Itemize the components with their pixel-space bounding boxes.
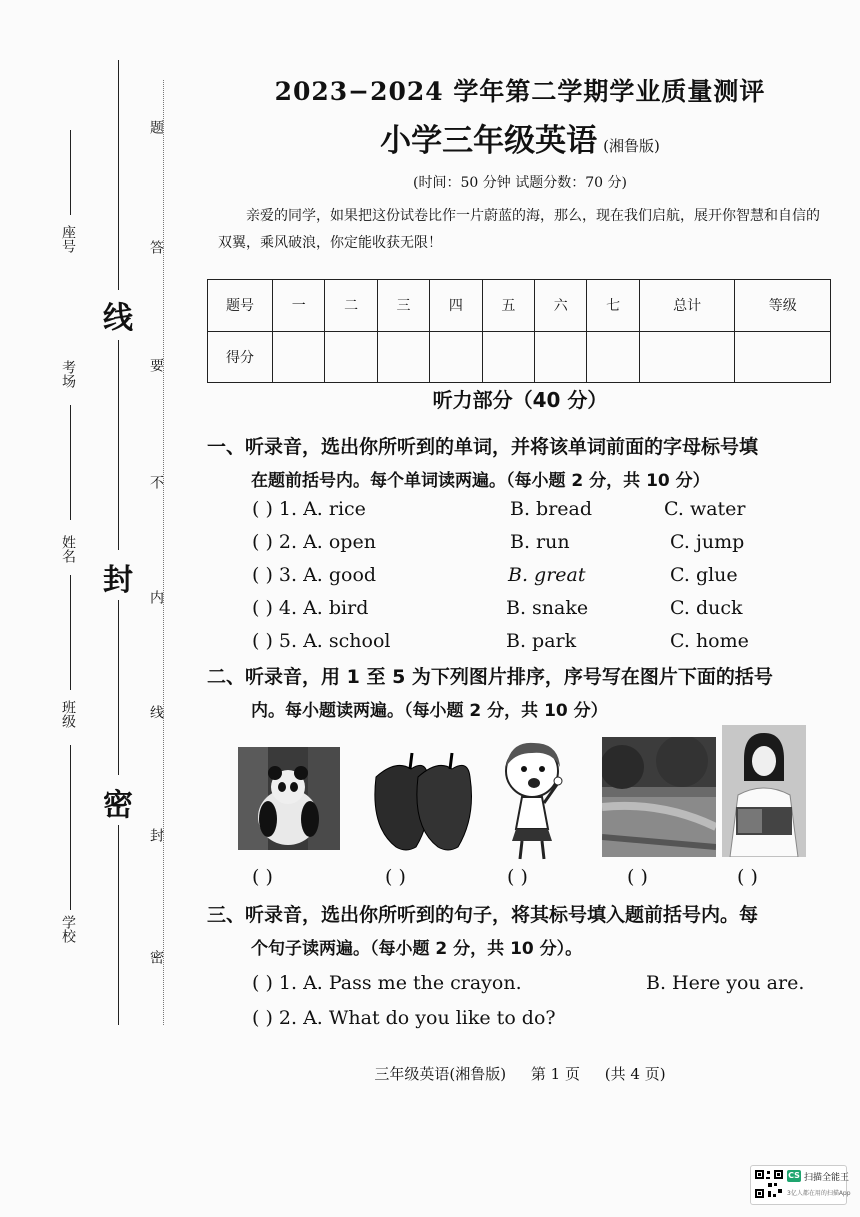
q1-instruction [207, 430, 837, 498]
section-title: 听力部分（40 分） [432, 388, 608, 412]
warning-char: 要 [148, 358, 164, 372]
score-table [207, 279, 831, 383]
score-table-header-row [208, 280, 831, 332]
q1-item-a[interactable]: ( ) 5. A. school [252, 630, 391, 652]
seal-line-4 [118, 825, 119, 1025]
table-cell: 三 [377, 280, 429, 332]
q2-answer-paren[interactable]: ( ) [737, 866, 758, 888]
q3-instruction-line2: 个句子读两遍。（每小题 2 分，共 10 分）。 [251, 939, 583, 959]
girl-reading-picture [722, 725, 806, 857]
q2-instruction-line2: 内。每小题读两遍。（每小题 2 分，共 10 分） [251, 701, 608, 721]
qr-code-icon [754, 1169, 784, 1199]
q2-answer-paren[interactable]: ( ) [385, 866, 406, 888]
fold-line [163, 80, 164, 1025]
warning-char: 不 [148, 475, 164, 489]
footer-total: (共 4 页) [604, 1065, 666, 1083]
camscanner-logo: CS [788, 1171, 800, 1180]
warning-char: 题 [148, 120, 164, 134]
q1-item-b: B. snake [506, 597, 589, 619]
q2-answer-paren[interactable]: ( ) [507, 866, 528, 888]
q1-item-b: B. park [506, 630, 577, 652]
q1-instruction-line1: 一、听录音，选出你所听到的单词，并将该单词前面的字母标号填 [207, 436, 759, 458]
scanner-badge [750, 1165, 851, 1205]
table-cell: 一 [273, 280, 325, 332]
table-cell: 五 [482, 280, 534, 332]
seat-line [70, 130, 71, 215]
score-table-score-row [208, 331, 831, 383]
intro-text: 亲爱的同学，如果把这份试卷比作一片蔚蓝的海，那么，现在我们启航，展开你智慧和自信的双翼，乘风破浪，你定能收获无限！ [218, 208, 820, 251]
score-cell[interactable] [377, 331, 429, 383]
q3-item [252, 972, 842, 1002]
q1-item-a[interactable]: ( ) 4. A. bird [252, 597, 369, 619]
subject-title [210, 115, 830, 160]
name-label: 姓名 [60, 535, 76, 563]
q1-item [252, 564, 842, 594]
table-cell: 题号 [208, 280, 273, 332]
girl-cartoon-picture [492, 737, 574, 865]
seal-line-3 [118, 600, 119, 775]
q1-item [252, 531, 842, 561]
class-label: 班级 [60, 700, 76, 728]
score-cell[interactable] [325, 331, 377, 383]
exam-room-line [70, 405, 71, 520]
panda-picture [238, 747, 340, 850]
q1-item-a[interactable]: ( ) 3. A. good [252, 564, 377, 586]
q1-item-b: B. run [510, 531, 570, 553]
q1-item-c: C. home [670, 630, 749, 652]
table-cell: 等级 [735, 280, 831, 332]
q3-item-a[interactable]: ( ) 2. A. What do you like to do? [252, 1007, 556, 1029]
warning-char: 答 [148, 240, 164, 254]
q2-instruction-line1: 二、听录音，用 1 至 5 为下列图片排序，序号写在图片下面的括号 [207, 666, 773, 688]
q1-item-c: C. jump [670, 531, 745, 553]
q3-item [252, 1007, 842, 1037]
q3-item-a[interactable]: ( ) 1. A. Pass me the crayon. [252, 972, 522, 994]
q1-item-b: B. great [508, 564, 586, 586]
binding-margin [0, 0, 185, 1217]
table-cell: 七 [587, 280, 639, 332]
park-picture [602, 737, 716, 857]
score-cell[interactable] [535, 331, 587, 383]
seal-char-dense: 密 [103, 788, 133, 823]
q2-instruction [207, 660, 837, 728]
seal-line-2 [118, 340, 119, 550]
table-cell: 总计 [639, 280, 735, 332]
warning-char: 封 [148, 828, 164, 842]
scanner-tagline: 3亿人都在用的扫描App [787, 1190, 851, 1197]
table-cell: 六 [535, 280, 587, 332]
seal-line-1 [118, 60, 119, 290]
score-cell[interactable] [639, 331, 735, 383]
q1-item-b: B. bread [510, 498, 593, 520]
q3-instruction [207, 898, 837, 966]
class-line [70, 745, 71, 910]
table-cell: 二 [325, 280, 377, 332]
edition-label: (湘鲁版) [603, 137, 660, 155]
q2-answer-paren[interactable]: ( ) [252, 866, 273, 888]
q1-item-c: C. glue [670, 564, 738, 586]
page-footer [210, 1063, 830, 1084]
seat-label: 座号 [60, 225, 76, 253]
q1-item-c: C. duck [670, 597, 743, 619]
q1-item [252, 597, 842, 627]
score-cell[interactable] [482, 331, 534, 383]
q3-instruction-line1: 三、听录音，选出你所听到的句子，将其标号填入题前括号内。每 [207, 904, 759, 926]
q1-item-c: C. water [664, 498, 746, 520]
school-label: 学校 [60, 915, 76, 943]
score-cell[interactable] [273, 331, 325, 383]
warning-char: 线 [148, 705, 164, 719]
q1-item [252, 630, 842, 660]
apples-picture [366, 747, 478, 855]
q1-item [252, 498, 842, 528]
name-line [70, 575, 71, 690]
subject-name: 小学三年级英语 [380, 123, 598, 159]
q2-answer-paren[interactable]: ( ) [627, 866, 648, 888]
seal-char-line: 线 [103, 301, 133, 336]
exam-title: 2023−2024 学年第二学期学业质量测评 [274, 77, 766, 106]
q1-item-a[interactable]: ( ) 2. A. open [252, 531, 376, 553]
footer-page: 第 1 页 [530, 1065, 580, 1083]
score-cell[interactable] [430, 331, 482, 383]
q3-item-b: B. Here you are. [646, 972, 805, 994]
q1-item-a[interactable]: ( ) 1. A. rice [252, 498, 366, 520]
q2-pictures [230, 735, 810, 865]
footer-subject: 三年级英语(湘鲁版) [374, 1065, 507, 1083]
table-cell: 得分 [208, 331, 273, 383]
q1-instruction-line2: 在题前括号内。每个单词读两遍。（每小题 2 分，共 10 分） [251, 471, 710, 491]
time-info: (时间：50 分钟 试题分数：70 分) [413, 175, 627, 191]
score-cell[interactable] [735, 331, 831, 383]
exam-room-label: 考场 [60, 360, 76, 388]
score-cell[interactable] [587, 331, 639, 383]
scanner-app-name: 扫描全能王 [804, 1173, 850, 1183]
warning-char: 内 [148, 590, 164, 604]
seal-char-seal: 封 [103, 563, 133, 598]
table-cell: 四 [430, 280, 482, 332]
warning-char: 密 [148, 950, 164, 964]
